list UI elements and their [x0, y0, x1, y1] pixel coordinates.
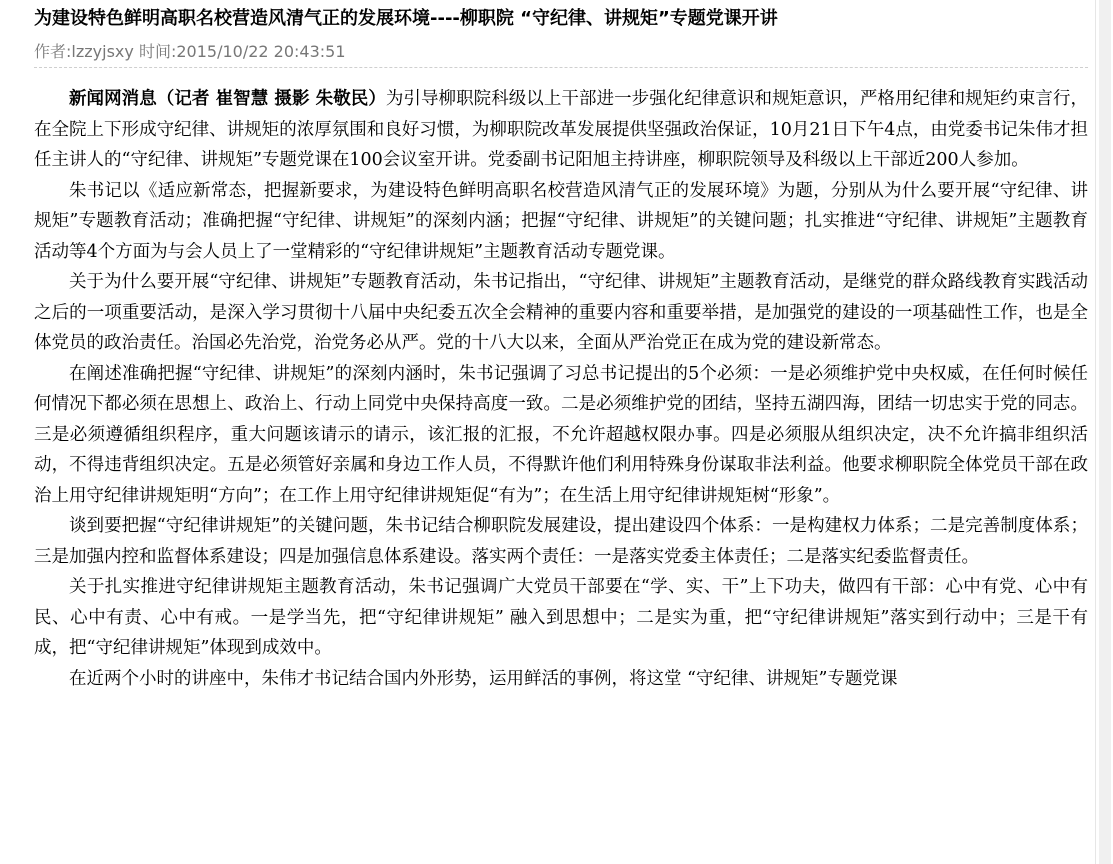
paragraph-4: 在阐述准确把握“守纪律、讲规矩”的深刻内涵时，朱书记强调了习总书记提出的5个必须：一是必须维护党中央权威，在任何时候任何情况下都必须在思想上、政治上、行动上同党中央保持高度一致。二是必须维护党的团结，坚持五湖四海，团结一切忠实于党的同志。三是必须遵循组织程序，重大问题该请示的请示，该汇报的汇报，不允许超越权限办事。四是必须服从组织决定，决不允许搞非组织活动，不得违背组织决定。五是必须管好亲属和身边工作人员，不得默许他们利用特殊身份谋取非法利益。他要求柳职院全体党员干部在政治上用守纪律讲规矩明“方向”；在工作上用守纪律讲规矩促“有为”；在生活上用守纪律讲规矩树“形象”。	[34, 363, 1088, 506]
vertical-scrollbar[interactable]	[1095, 0, 1113, 864]
paragraph-2: 朱书记以《适应新常态，把握新要求，为建设特色鲜明高职名校营造风清气正的发展环境》为题，分别从为什么要开展“守纪律、讲规矩”专题教育活动；准确把握“守纪律、讲规矩”的深刻内涵；把握“守纪律、讲规矩”的关键问题；扎实推进“守纪律、讲规矩”主题教育活动等4个方面为与会人员上了一堂精彩的“守纪律讲规矩”主题教育活动专题党课。	[34, 180, 1088, 262]
publish-time: 2015/10/22 20:43:51	[176, 42, 346, 61]
time-label: 时间:	[138, 42, 177, 61]
article-title: 为建设特色鲜明高职名校营造风清气正的发展环境----柳职院 “守纪律、讲规矩”专题党课开讲	[34, 8, 778, 29]
paragraph-1-text: 为引导柳职院科级以上干部进一步强化纪律意识和规矩意识，严格用纪律和规矩约束言行，在全院上下形成守纪律、讲规矩的浓厚氛围和良好习惯，为柳职院改革发展提供坚强政治保证，10月21日下午4点，由党委书记朱伟才担任主讲人的“守纪律、讲规矩”专题党课在100会议室开讲。党委副书记阳旭主持讲座，柳职院领导及科级以上干部近200人参加。	[34, 89, 1088, 170]
title-divider	[34, 67, 1088, 68]
scrollbar-thumb[interactable]	[1099, 0, 1111, 864]
paragraph-5: 谈到要把握“守纪律讲规矩”的关键问题，朱书记结合柳职院发展建设，提出建设四个体系：一是构建权力体系；二是完善制度体系；三是加强内控和监督体系建设；四是加强信息体系建设。落实两个责任：一是落实党委主体责任；二是落实纪委监督责任。	[34, 516, 1088, 567]
article-body	[34, 84, 1088, 694]
paragraph-1	[34, 84, 1088, 176]
author-name: lzzyjsxy	[71, 42, 134, 61]
news-lead: 新闻网消息（记者 崔智慧 摄影 朱敬民）	[69, 89, 386, 109]
paragraph-7: 在近两个小时的讲座中，朱伟才书记结合国内外形势，运用鲜活的事例，将这堂 “守纪律、讲规矩”专题党课	[69, 668, 898, 689]
author-label: 作者:	[34, 42, 72, 61]
article-meta	[34, 41, 346, 63]
paragraph-3: 关于为什么要开展“守纪律、讲规矩”专题教育活动，朱书记指出，“守纪律、讲规矩”主题教育活动，是继党的群众路线教育实践活动之后的一项重要活动，是深入学习贯彻十八届中央纪委五次全会精神的重要内容和重要举措，是加强党的建设的一项基础性工作，也是全体党员的政治责任。治国必先治党，治党务必从严。党的十八大以来，全面从严治党正在成为党的建设新常态。	[34, 272, 1088, 353]
paragraph-6: 关于扎实推进守纪律讲规矩主题教育活动，朱书记强调广大党员干部要在“学、实、干”上下功夫，做四有干部：心中有党、心中有民、心中有责、心中有戒。一是学当先，把“守纪律讲规矩” 融入到思想中；二是实为重，把“守纪律讲规矩”落实到行动中；三是干有成，把“守纪律讲规矩”体现到成效中。	[34, 577, 1088, 658]
